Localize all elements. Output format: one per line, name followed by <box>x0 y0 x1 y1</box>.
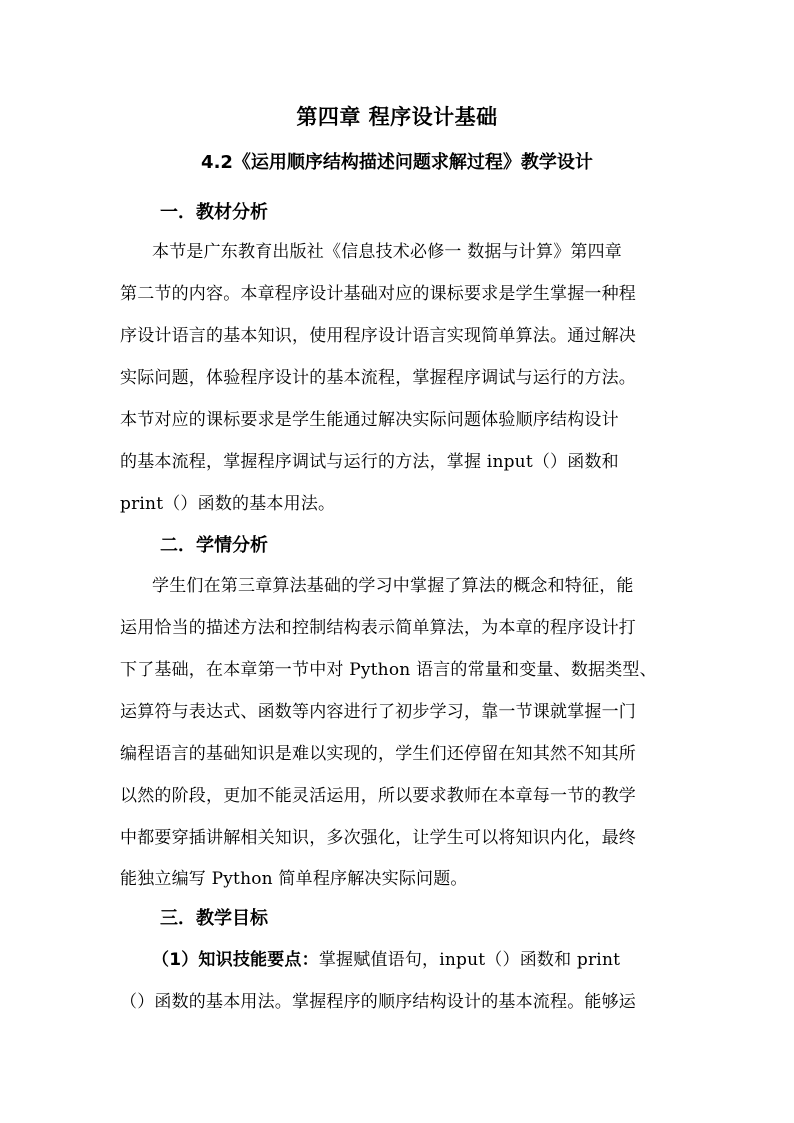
section-heading-student-analysis: 二．学情分析 <box>160 535 268 556</box>
lesson-title: 4.2《运用顺序结构描述问题求解过程》教学设计 <box>201 152 593 173</box>
paragraph-line: （）函数的基本用法。掌握程序的顺序结构设计的基本流程。能够运 <box>120 992 636 1012</box>
goal-item-label: （1）知识技能要点： <box>152 950 319 970</box>
goal-item-line <box>152 945 620 970</box>
paragraph-line: 编程语言的基础知识是难以实现的，学生们还停留在知其然不知其所 <box>120 744 636 764</box>
paragraph-line: 下了基础，在本章第一节中对 Python 语言的常量和变量、数据类型、 <box>120 660 657 680</box>
paragraph-line: 运用恰当的描述方法和控制结构表示简单算法，为本章的程序设计打 <box>120 618 636 638</box>
paragraph-line: print（）函数的基本用法。 <box>120 494 336 514</box>
section-heading-teaching-goals: 三．教学目标 <box>160 908 268 929</box>
section-heading-textbook-analysis: 一．教材分析 <box>160 202 268 223</box>
paragraph-line: 学生们在第三章算法基础的学习中掌握了算法的概念和特征，能 <box>152 576 634 596</box>
paragraph-line: 运算符与表达式、函数等内容进行了初步学习，靠一节课就掌握一门 <box>120 702 636 722</box>
paragraph-line: 以然的阶段，更加不能灵活运用，所以要求教师在本章每一节的教学 <box>120 786 636 806</box>
paragraph-line: 中都要穿插讲解相关知识，多次强化，让学生可以将知识内化，最终 <box>120 828 636 848</box>
paragraph-line: 实际问题，体验程序设计的基本流程，掌握程序调试与运行的方法。 <box>120 368 636 388</box>
paragraph-line: 本节对应的课标要求是学生能通过解决实际问题体验顺序结构设计 <box>120 410 619 430</box>
paragraph-line: 序设计语言的基本知识，使用程序设计语言实现简单算法。通过解决 <box>120 326 636 346</box>
chapter-title: 第四章 程序设计基础 <box>296 105 498 129</box>
paragraph-line: 本节是广东教育出版社《信息技术必修一 数据与计算》第四章 <box>152 242 623 262</box>
goal-item-text: 掌握赋值语句，input（）函数和 print <box>318 950 621 970</box>
paragraph-line: 的基本流程，掌握程序调试与运行的方法，掌握 input（）函数和 <box>120 452 619 472</box>
paragraph-line: 能独立编写 Python 简单程序解决实际问题。 <box>120 869 468 889</box>
paragraph-line: 第二节的内容。本章程序设计基础对应的课标要求是学生掌握一种程 <box>120 284 636 304</box>
